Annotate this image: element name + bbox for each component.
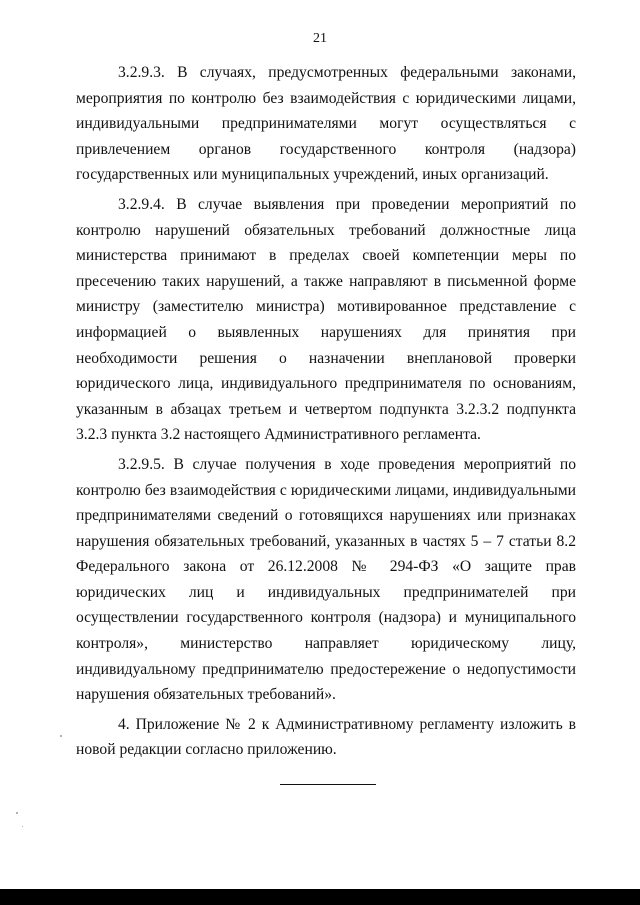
page-number: 21 [313, 31, 327, 46]
scan-speck [22, 826, 23, 827]
scan-speck [60, 735, 62, 737]
paragraph-3-2-9-4: 3.2.9.4. В случае выявления при проведении мероприятий по контролю нарушений обязательных требований должностные лица министерства принимают в пределах своей компетенции меры по пресечению таких нарушений, а также направляют в письменной форме министру (заместителю министра) мотивированное представление с информацией о выявленных нарушениях для принятия при необходимости решения о назначении внеплановой проверки юридического лица, индивидуального предпринимателя по основаниям, указанным в абзацах третьем и четвертом подпункта 3.2.3.2 подпункта 3.2.3 пункта 3.2 настоящего Административного регламента. [76, 195, 576, 444]
paragraph-3-2-9-5: 3.2.9.5. В случае получения в ходе проведения мероприятий по контролю без взаимодействия с юридическими лицами, индивидуальными предпринимателями сведений о готовящихся нарушениях или признаках нарушения обязательных требований, указанных в частях 5 – 7 статьи 8.2 Федерального закона от 26.12.2008 № 294-ФЗ «О защите прав юридических лиц и индивидуальных предпринимателей при осуществлении государственного контроля (надзора) и муниципального контроля», министерство направляет юридическому лицу, индивидуальному предпринимателю предостережение о недопустимости нарушения обязательных требований». [76, 455, 576, 704]
closing-divider-line [280, 784, 376, 785]
paragraph-4: 4. Приложение № 2 к Административному регламенту изложить в новой редакции согласно приложению. [76, 715, 576, 759]
paragraph-3-2-9-3: 3.2.9.3. В случаях, предусмотренных федеральными законами, мероприятия по контролю без взаимодействия с юридическими лицами, индивидуальными предпринимателями могут осуществляться с привлечением органов государственного контроля (надзора) государственных или муниципальных учреждений, иных организаций. [76, 64, 576, 184]
document-body [76, 60, 576, 767]
scan-bottom-edge [0, 889, 640, 905]
scan-speck [16, 812, 18, 814]
